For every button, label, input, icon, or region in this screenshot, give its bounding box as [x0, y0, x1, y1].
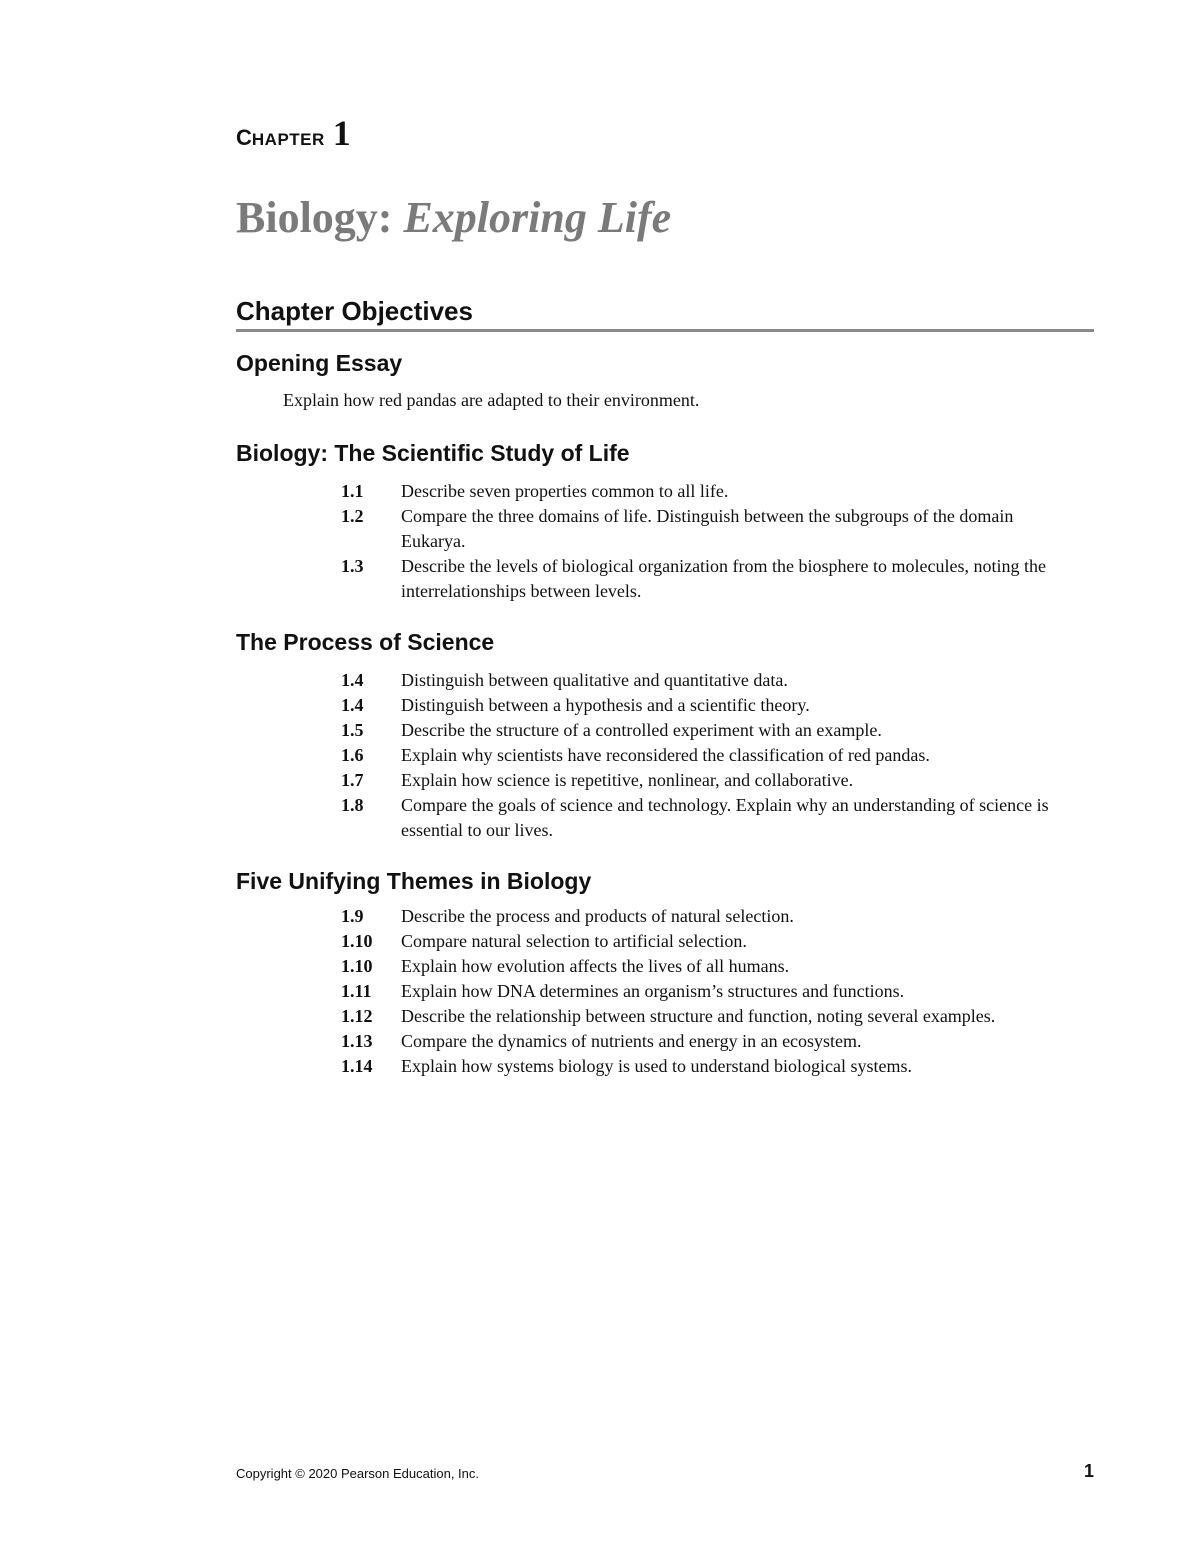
section-heading-unifying-themes: Five Unifying Themes in Biology [236, 868, 592, 894]
objective-list-unifying-themes [341, 904, 1061, 1079]
objective-item [341, 668, 1061, 693]
objective-number: 1.4 [341, 670, 364, 690]
objective-number: 1.14 [341, 1056, 373, 1076]
objective-number: 1.1 [341, 481, 364, 501]
objective-number: 1.7 [341, 770, 364, 790]
objective-text: Compare the dynamics of nutrients and energy in an ecosystem. [401, 1031, 862, 1051]
document-title [236, 192, 671, 243]
objective-text: Compare the three domains of life. Distinguish between the subgroups of the domain Eukarya. [401, 506, 1014, 551]
objective-number: 1.9 [341, 906, 364, 926]
objective-item [341, 954, 1061, 979]
objective-text: Explain how systems biology is used to understand biological systems. [401, 1056, 912, 1076]
objective-text: Explain why scientists have reconsidered the classification of red pandas. [401, 745, 930, 765]
objective-item [341, 1004, 1061, 1029]
objective-item [341, 1054, 1061, 1079]
objective-text: Describe seven properties common to all life. [401, 481, 729, 501]
section-heading-opening-essay: Opening Essay [236, 350, 403, 376]
objective-item [341, 793, 1061, 843]
objective-number: 1.4 [341, 695, 364, 715]
objective-item [341, 768, 1061, 793]
objective-list-scientific-study [341, 479, 1061, 604]
objective-item [341, 504, 1061, 554]
objective-text: Distinguish between a hypothesis and a scientific theory. [401, 695, 810, 715]
chapter-objectives-heading: Chapter Objectives [236, 296, 1094, 332]
objective-number: 1.6 [341, 745, 364, 765]
footer-page-number: 1 [1083, 1461, 1094, 1481]
opening-essay-text: Explain how red pandas are adapted to their environment. [283, 390, 700, 410]
objective-text: Explain how DNA determines an organism’s structures and functions. [401, 981, 905, 1001]
section-heading-scientific-study: Biology: The Scientific Study of Life [236, 440, 630, 466]
objective-item [341, 743, 1061, 768]
objective-text: Compare natural selection to artificial selection. [401, 931, 747, 951]
objective-number: 1.2 [341, 506, 364, 526]
chapter-label-initial: C [236, 125, 252, 150]
objective-item [341, 1029, 1061, 1054]
objective-number: 1.11 [341, 981, 372, 1001]
objective-item [341, 979, 1061, 1004]
objective-text: Describe the structure of a controlled experiment with an example. [401, 720, 882, 740]
objective-item [341, 929, 1061, 954]
title-italic: Exploring Life [403, 193, 672, 242]
objective-number: 1.12 [341, 1006, 373, 1026]
footer-copyright: Copyright © 2020 Pearson Education, Inc. [236, 1466, 480, 1481]
section-heading-process-of-science: The Process of Science [236, 629, 495, 655]
objective-item [341, 904, 1061, 929]
objective-list-process-of-science [341, 668, 1061, 843]
objective-number: 1.13 [341, 1031, 373, 1051]
title-main: Biology: [236, 193, 393, 242]
chapter-label-rest: HAPTER [251, 130, 325, 149]
objective-text: Describe the levels of biological organization from the biosphere to molecules, noting the interrelationships between levels. [401, 556, 1046, 601]
objective-text: Explain how science is repetitive, nonlinear, and collaborative. [401, 770, 854, 790]
objective-number: 1.8 [341, 795, 364, 815]
objective-item [341, 693, 1061, 718]
objective-number: 1.10 [341, 931, 373, 951]
objective-item [341, 479, 1061, 504]
objective-text: Explain how evolution affects the lives of all humans. [401, 956, 790, 976]
objective-number: 1.5 [341, 720, 364, 740]
document-page [236, 0, 1094, 1553]
objective-item [341, 718, 1061, 743]
objective-number: 1.10 [341, 956, 373, 976]
objective-text: Distinguish between qualitative and quantitative data. [401, 670, 788, 690]
objective-text: Describe the relationship between structure and function, noting several examples. [401, 1006, 996, 1026]
chapter-number: 1 [332, 113, 351, 153]
chapter-label [236, 112, 351, 154]
objective-item [341, 554, 1061, 604]
objective-text: Describe the process and products of natural selection. [401, 906, 794, 926]
objective-text: Compare the goals of science and technology. Explain why an understanding of science is essential to our lives. [401, 795, 1049, 840]
objective-number: 1.3 [341, 556, 364, 576]
